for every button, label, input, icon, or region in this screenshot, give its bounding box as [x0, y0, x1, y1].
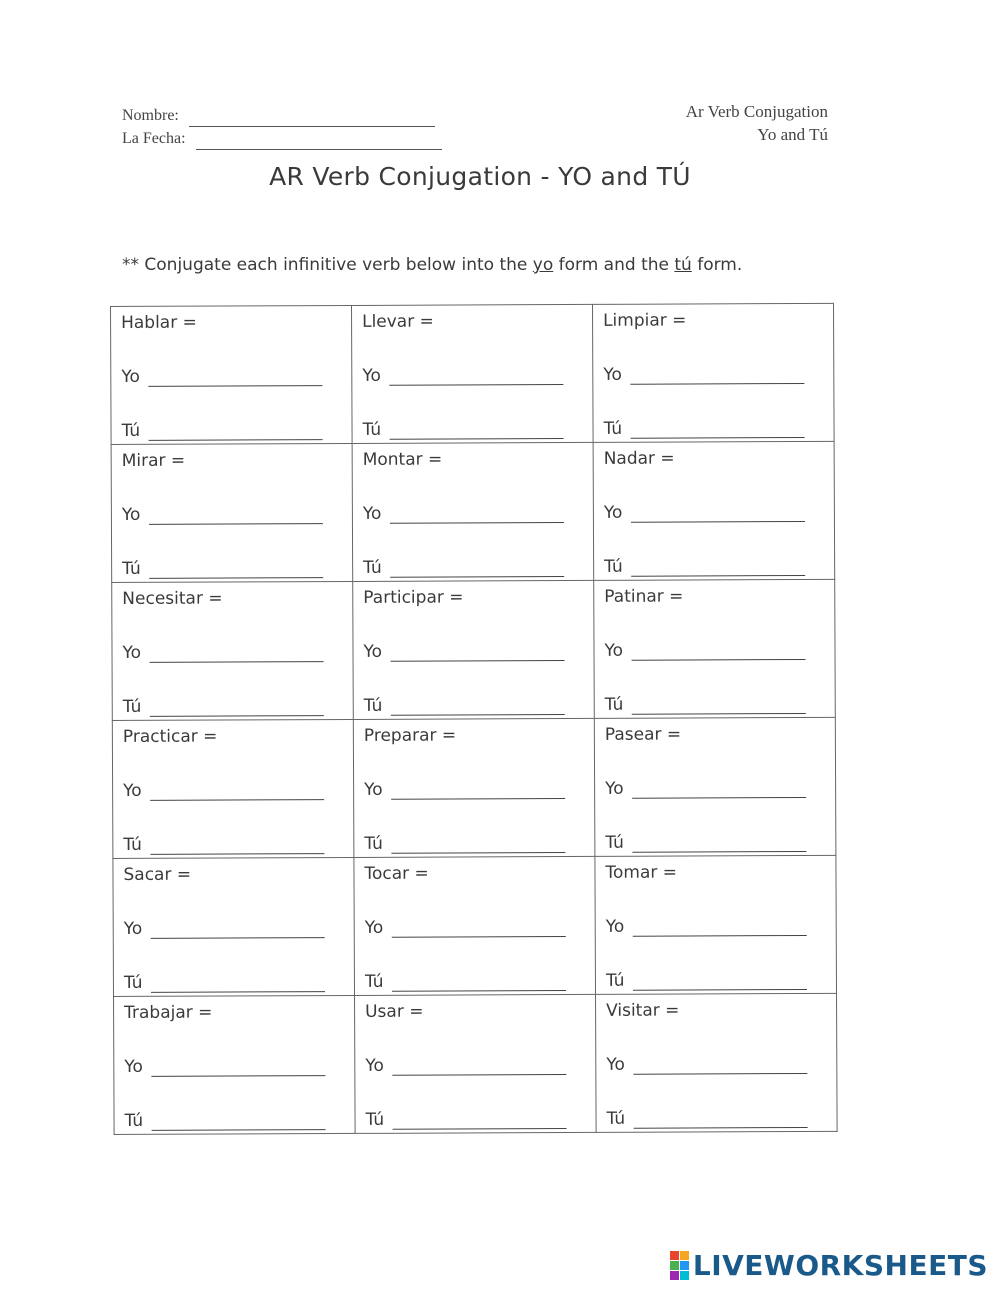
tu-label: Tú: [363, 695, 383, 716]
conjugation-table: [110, 303, 838, 1135]
yo-label: Yo: [603, 364, 622, 385]
tu-row: [605, 832, 806, 853]
tu-answer-field[interactable]: [631, 699, 805, 715]
tu-row: [603, 418, 804, 439]
tu-label: Tú: [363, 557, 382, 578]
logo-square: [670, 1261, 679, 1270]
logo-square: [670, 1271, 679, 1280]
yo-row: [122, 504, 323, 525]
yo-answer-field[interactable]: [391, 922, 565, 938]
verb-cell: [353, 718, 595, 857]
tu-label: Tú: [364, 971, 384, 992]
tu-label: Tú: [364, 833, 383, 854]
subtitle-line-1: Ar Verb Conjugation: [685, 102, 828, 121]
tu-row: [605, 694, 806, 715]
verb-cell: [352, 442, 594, 581]
yo-row: [364, 779, 565, 800]
yo-label: Yo: [123, 918, 143, 939]
tu-answer-field[interactable]: [150, 839, 324, 855]
tu-row: [607, 1108, 808, 1129]
table-row: [112, 717, 836, 858]
tu-answer-field[interactable]: [149, 701, 323, 717]
yo-row: [604, 502, 805, 523]
verb-cell: [595, 855, 837, 994]
liveworksheets-logo: [670, 1249, 988, 1282]
tu-row: [363, 557, 564, 578]
tu-answer-field[interactable]: [392, 976, 566, 992]
verb-label: Nadar =: [603, 448, 675, 469]
verb-label: Pasear =: [604, 724, 682, 745]
verb-label: Necesitar =: [122, 588, 223, 609]
verb-label: Patinar =: [604, 586, 684, 607]
verb-label: Participar =: [363, 587, 464, 608]
yo-answer-field[interactable]: [150, 785, 324, 801]
yo-row: [365, 1055, 566, 1076]
worksheet-subtitle: [686, 100, 828, 146]
yo-answer-field[interactable]: [150, 923, 324, 939]
verb-cell: [111, 305, 353, 444]
yo-answer-field[interactable]: [631, 645, 805, 661]
yo-label: Yo: [605, 916, 625, 937]
verb-cell: [593, 441, 835, 580]
yo-label: Yo: [603, 502, 623, 523]
yo-answer-field[interactable]: [148, 509, 322, 525]
yo-label: Yo: [124, 1056, 143, 1077]
tu-answer-field[interactable]: [391, 838, 565, 854]
yo-answer-field[interactable]: [630, 369, 804, 385]
tu-row: [366, 1109, 567, 1130]
logo-icon: [670, 1251, 689, 1280]
yo-label: Yo: [364, 779, 383, 800]
yo-row: [603, 364, 804, 385]
yo-label: Yo: [362, 365, 381, 386]
date-row: [122, 127, 442, 150]
subtitle-line-2: Yo and Tú: [757, 125, 828, 144]
verb-cell: [111, 443, 353, 582]
yo-row: [365, 917, 566, 938]
yo-row: [606, 1054, 807, 1075]
yo-answer-field[interactable]: [149, 647, 323, 663]
verb-cell: [594, 579, 836, 718]
verb-cell: [113, 857, 355, 996]
table-row: [111, 441, 835, 582]
yo-answer-field[interactable]: [389, 370, 563, 386]
yo-answer-field[interactable]: [632, 921, 806, 937]
yo-answer-field[interactable]: [632, 783, 806, 799]
yo-label: Yo: [121, 366, 140, 387]
yo-row: [124, 1056, 325, 1077]
tu-label: Tú: [124, 1110, 144, 1131]
instructions-middle: form and the: [553, 255, 675, 275]
verb-label: Trabajar =: [124, 1002, 213, 1023]
tu-answer-field[interactable]: [390, 562, 564, 578]
verb-cell: [592, 303, 834, 442]
tu-label: Tú: [123, 972, 143, 993]
name-row: [122, 104, 442, 127]
yo-label: Yo: [121, 504, 141, 525]
instructions-prefix: ** Conjugate each infinitive verb below into the: [122, 255, 533, 275]
tu-row: [606, 970, 807, 991]
tu-label: Tú: [603, 418, 623, 439]
yo-label: Yo: [363, 641, 383, 662]
verb-label: Preparar =: [363, 725, 457, 746]
logo-square: [680, 1271, 689, 1280]
yo-answer-field[interactable]: [391, 784, 565, 800]
yo-answer-field[interactable]: [389, 508, 563, 524]
instructions: [122, 255, 742, 275]
tu-answer-field[interactable]: [148, 425, 322, 441]
page-title: AR Verb Conjugation - YO and TÚ: [269, 162, 691, 191]
verb-label: Visitar =: [606, 1000, 680, 1021]
tu-answer-field[interactable]: [389, 424, 563, 440]
verb-cell: [351, 304, 593, 443]
yo-answer-field[interactable]: [148, 371, 322, 387]
tu-answer-field[interactable]: [633, 975, 807, 991]
yo-label: Yo: [364, 917, 384, 938]
instructions-suffix: form.: [691, 255, 743, 275]
yo-row: [606, 916, 807, 937]
yo-row: [362, 365, 563, 386]
yo-row: [124, 918, 325, 939]
date-label: La Fecha:: [122, 130, 186, 147]
tu-label: Tú: [123, 834, 142, 855]
tu-answer-field[interactable]: [151, 977, 325, 993]
verb-label: Tomar =: [605, 862, 678, 883]
table-row: [111, 303, 835, 444]
yo-row: [605, 778, 806, 799]
verb-label: Llevar =: [362, 311, 434, 332]
yo-label: Yo: [365, 1055, 384, 1076]
tu-row: [365, 971, 566, 992]
tu-label: Tú: [122, 558, 141, 579]
tu-answer-field[interactable]: [392, 1114, 566, 1130]
table-row: [114, 993, 838, 1134]
yo-row: [363, 641, 564, 662]
tu-answer-field[interactable]: [630, 423, 804, 439]
verb-label: Sacar =: [123, 864, 192, 885]
yo-row: [363, 503, 564, 524]
tu-answer-field[interactable]: [631, 561, 805, 577]
yo-answer-field[interactable]: [151, 1061, 325, 1077]
tu-label: Tú: [121, 420, 141, 441]
tu-label: Tú: [605, 970, 625, 991]
tu-row: [122, 420, 323, 441]
tu-row: [123, 696, 324, 717]
date-field[interactable]: [196, 133, 442, 150]
logo-square: [680, 1251, 689, 1260]
name-field[interactable]: [189, 110, 435, 127]
tu-answer-field[interactable]: [151, 1115, 325, 1131]
logo-square: [680, 1261, 689, 1270]
verb-cell: [594, 717, 836, 856]
verb-cell: [114, 995, 356, 1134]
yo-label: Yo: [604, 640, 624, 661]
yo-label: Yo: [122, 642, 142, 663]
yo-answer-field[interactable]: [633, 1059, 807, 1075]
yo-answer-field[interactable]: [630, 507, 804, 523]
yo-label: Yo: [123, 780, 142, 801]
instructions-yo: yo: [532, 255, 554, 275]
logo-text: LIVEWORKSHEETS: [692, 1249, 988, 1282]
verb-label: Usar =: [365, 1001, 424, 1022]
verb-label: Hablar =: [121, 312, 197, 333]
tu-label: Tú: [606, 1108, 626, 1129]
tu-label: Tú: [362, 419, 382, 440]
yo-row: [121, 366, 322, 387]
verb-label: Practicar =: [122, 726, 218, 747]
yo-label: Yo: [362, 503, 382, 524]
verb-cell: [353, 580, 595, 719]
verb-cell: [354, 856, 596, 995]
tu-answer-field[interactable]: [633, 1113, 807, 1129]
instructions-tu: tú: [674, 255, 692, 275]
tu-row: [125, 1110, 326, 1131]
tu-row: [123, 834, 324, 855]
table-row: [113, 855, 837, 996]
tu-answer-field[interactable]: [390, 700, 564, 716]
verb-label: Montar =: [362, 449, 443, 470]
name-label: Nombre:: [122, 107, 179, 124]
tu-label: Tú: [605, 832, 624, 853]
table-row: [112, 579, 836, 720]
verb-cell: [112, 719, 354, 858]
verb-cell: [355, 994, 597, 1133]
verb-cell: [112, 581, 354, 720]
tu-answer-field[interactable]: [149, 563, 323, 579]
tu-row: [124, 972, 325, 993]
verb-label: Limpiar =: [603, 310, 687, 331]
logo-square: [670, 1251, 679, 1260]
tu-label: Tú: [604, 556, 623, 577]
tu-row: [122, 558, 323, 579]
tu-row: [364, 695, 565, 716]
tu-answer-field[interactable]: [632, 837, 806, 853]
tu-row: [604, 556, 805, 577]
yo-answer-field[interactable]: [390, 646, 564, 662]
verb-cell: [596, 993, 838, 1132]
yo-row: [123, 780, 324, 801]
yo-label: Yo: [605, 778, 624, 799]
yo-answer-field[interactable]: [392, 1060, 566, 1076]
student-info: [122, 104, 442, 150]
tu-row: [362, 419, 563, 440]
verb-label: Mirar =: [121, 450, 186, 471]
tu-label: Tú: [122, 696, 142, 717]
verb-label: Tocar =: [364, 863, 429, 884]
yo-row: [122, 642, 323, 663]
tu-label: Tú: [365, 1109, 385, 1130]
yo-label: Yo: [606, 1054, 625, 1075]
tu-label: Tú: [604, 694, 624, 715]
yo-row: [604, 640, 805, 661]
tu-row: [364, 833, 565, 854]
